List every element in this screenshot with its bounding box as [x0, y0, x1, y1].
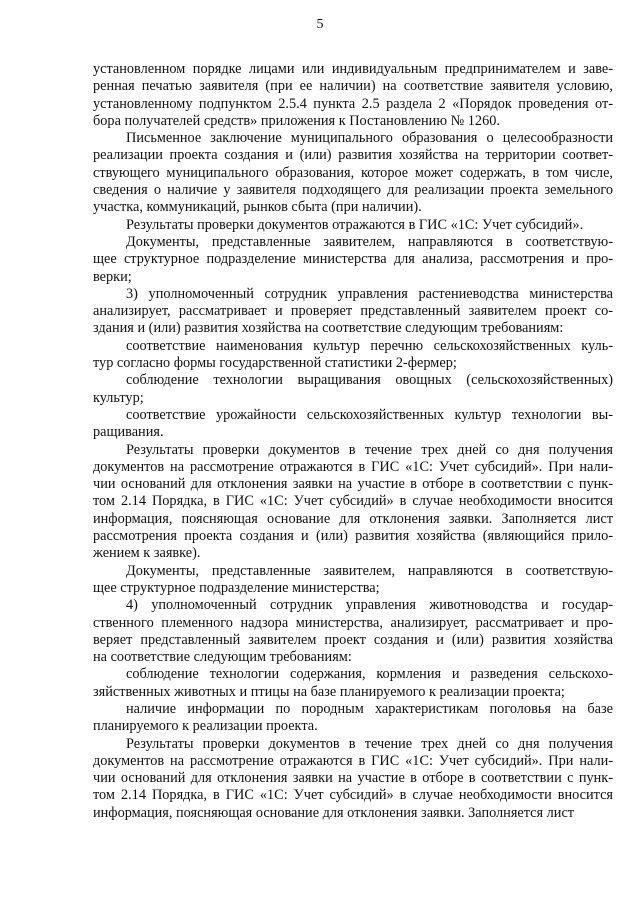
paragraph: [93, 442, 613, 563]
text-line: Результаты проверки документов в течение трех дней со дня получения: [126, 735, 613, 752]
paragraph: [93, 666, 613, 701]
text-line: 3) уполномоченный сотрудник управления растениеводства министерства: [126, 285, 613, 302]
paragraph: [93, 286, 613, 338]
text-line: участка, коммуникаций, рынков сбыта (при наличии).: [93, 199, 422, 216]
text-line: Результаты проверки документов в течение трех дней со дня получения: [126, 441, 613, 458]
paragraph: [93, 736, 613, 822]
text-line: бора получателей средств» приложения к Постановлению № 1260.: [93, 112, 500, 129]
text-line: рассмотрения проекта создания и (или) развития хозяйства (являющийся прило-: [93, 528, 613, 545]
text-line: ращивания.: [93, 424, 164, 441]
text-line: установленном порядке лицами или индивидуальным предпринимателем и заве-: [93, 61, 613, 77]
paragraph: [93, 234, 613, 286]
paragraph: [93, 61, 613, 130]
text-line: том 2.14 Порядка, в ГИС «1С: Учет субсидий» в случае необходимости вносится: [93, 493, 613, 510]
text-line: Письменное заключение муниципального образования о целесообразности: [126, 130, 613, 147]
text-line: соответствие урожайности сельскохозяйственных культур технологии вы-: [126, 406, 613, 423]
document-body: [93, 61, 613, 822]
page-number: 5: [316, 17, 324, 32]
text-line: веряет представленный заявителем проект создания и (или) развития хозяйства: [93, 631, 613, 648]
text-line: на соответствие следующим требованиям:: [93, 649, 352, 666]
text-line: соблюдение технологии выращивания овощных (сельскохозяйственных): [126, 372, 613, 389]
text-line: 4) уполномоченный сотрудник управления животноводства и государ-: [126, 597, 613, 614]
text-line: щее структурное подразделение министерства для анализа, рассмотрения и про-: [93, 251, 613, 268]
text-line: документов на рассмотрение отражаются в ГИС «1С: Учет субсидий». При нали-: [93, 752, 613, 769]
text-line: чии оснований для отклонения заявки на участие в отборе в соответствии с пунк-: [93, 476, 613, 493]
text-line: Документы, представленные заявителем, направляются в соответствую-: [126, 562, 613, 579]
text-line: ствующего муниципального образования, которое может содержать, в том числе,: [93, 164, 613, 181]
text-line: планируемого к реализации проекта.: [93, 718, 318, 735]
text-line: анализирует, рассматривает и проверяет представленный заявителем проект со-: [93, 303, 613, 320]
paragraph: [93, 407, 613, 442]
text-line: ственного племенного надзора министерства, анализирует, рассматривает и про-: [93, 614, 613, 631]
paragraph: [93, 563, 613, 598]
paragraph: [93, 130, 613, 216]
text-line: тур согласно формы государственной статистики 2-фермер;: [93, 355, 457, 372]
text-line: ренная печатью заявителя (при ее наличии) на соответствие заявителя условию,: [93, 78, 613, 95]
text-line: культур;: [93, 389, 144, 406]
text-line: установленному подпунктом 2.5.4 пункта 2.5 раздела 2 «Порядок проведения от-: [93, 95, 613, 112]
text-line: документов на рассмотрение отражаются в ГИС «1С: Учет субсидий». При нали-: [93, 458, 613, 475]
text-line: реализации проекта создания и (или) развития хозяйства на территории соответ-: [93, 147, 613, 164]
text-line: том 2.14 Порядка, в ГИС «1С: Учет субсидий» в случае необходимости вносится: [93, 787, 613, 804]
text-line: жением к заявке).: [93, 545, 201, 562]
text-line: зяйственных животных и птицы на базе планируемого к реализации проекта;: [93, 683, 565, 700]
text-line: сведения о наличие у заявителя подходящего для реализации проекта земельного: [93, 182, 613, 199]
text-line: верки;: [93, 268, 132, 285]
text-line: здания и (или) развития хозяйства на соответствие следующим требованиям:: [93, 320, 564, 337]
text-line: соответствие наименования культур перечню сельскохозяйственных куль-: [126, 337, 613, 354]
paragraph: [93, 701, 613, 736]
text-line: Результаты проверки документов отражаются в ГИС «1С: Учет субсидий».: [126, 216, 584, 233]
paragraph: [93, 372, 613, 407]
text-line: щее структурное подразделение министерства;: [93, 579, 380, 596]
text-line: информация, поясняющая основание для отклонения заявки. Заполняется лист: [93, 804, 575, 821]
text-line: чии оснований для отклонения заявки на участие в отборе в соответствии с пунк-: [93, 770, 613, 787]
text-line: наличие информации по породным характеристикам поголовья на базе: [126, 700, 613, 717]
text-line: информация, поясняющая основание для отклонения заявки. Заполняется лист: [93, 510, 613, 527]
paragraph: [93, 217, 613, 234]
text-line: соблюдение технологии содержания, кормления и разведения сельскохо-: [126, 666, 613, 683]
paragraph: [93, 597, 613, 666]
text-line: Документы, представленные заявителем, направляются в соответствую-: [126, 233, 613, 250]
paragraph: [93, 338, 613, 373]
